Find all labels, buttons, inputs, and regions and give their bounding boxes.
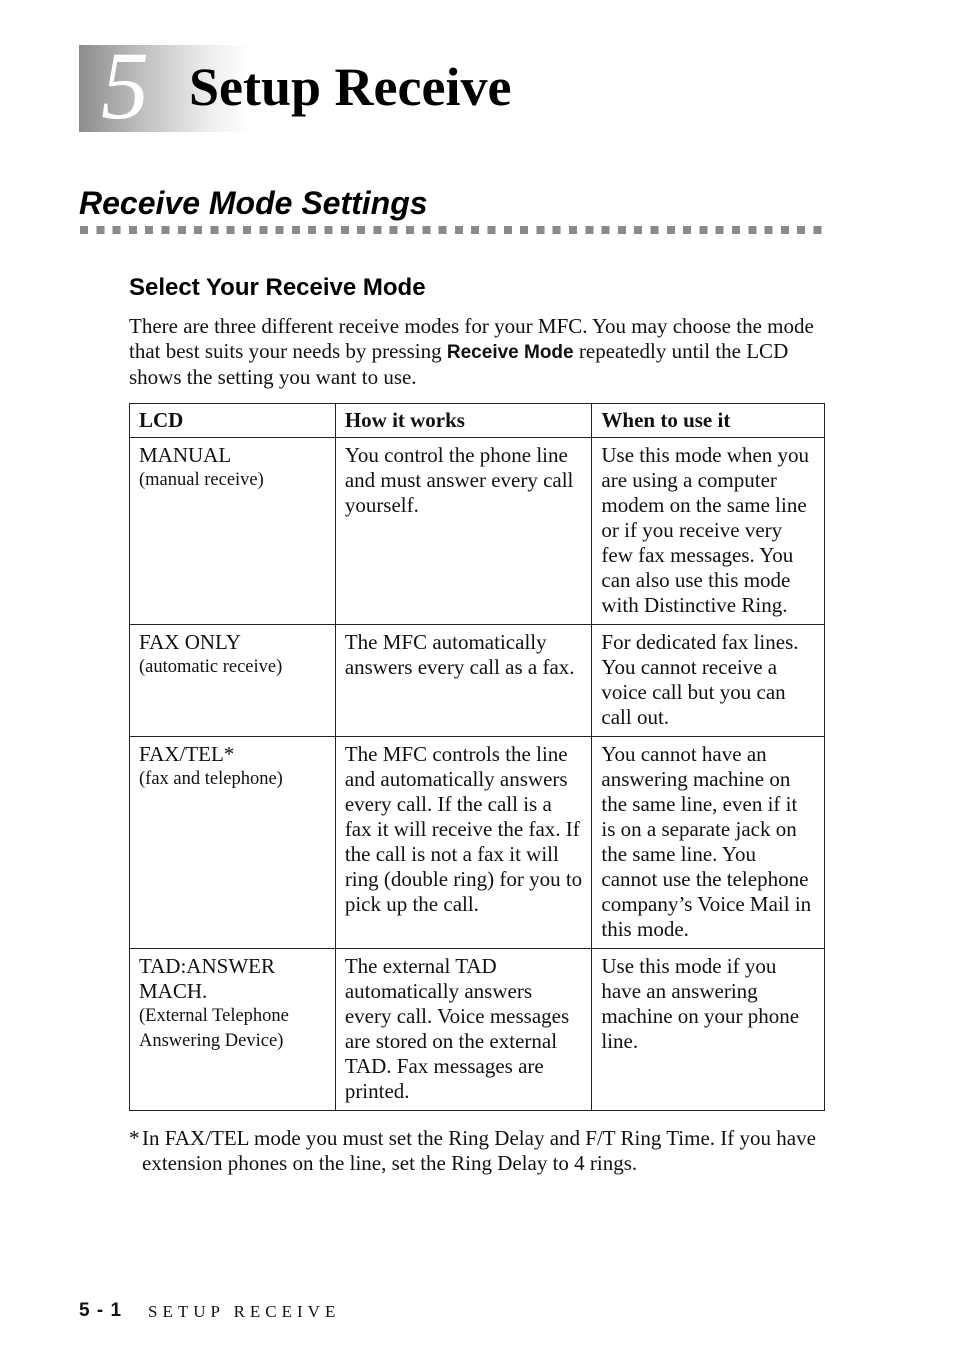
lcd-setting: FAX ONLY — [139, 630, 241, 654]
page-number: 5 - 1 — [79, 1300, 123, 1321]
intro-text-after: repeatedly until the LCD shows the setting you want to use. — [129, 339, 789, 389]
lcd-setting: MANUAL — [139, 443, 232, 467]
footnote-marker: * — [129, 1126, 140, 1150]
section-title: Receive Mode Settings — [79, 185, 428, 221]
receive-mode-table — [129, 403, 825, 1111]
header-lcd: LCD — [130, 404, 336, 438]
subsection-title: Select Your Receive Mode — [129, 274, 426, 301]
table-row — [130, 625, 825, 737]
how-cell: You control the phone line and must answer every call yourself. — [335, 438, 592, 625]
header-when-to-use: When to use it — [592, 404, 825, 438]
lcd-description: (External Telephone Answering Device) — [139, 1006, 289, 1051]
table-row — [130, 737, 825, 949]
chapter-number: 5 — [101, 32, 149, 139]
lcd-cell — [130, 949, 336, 1111]
lcd-setting: TAD:ANSWER MACH. — [139, 954, 275, 1003]
footnote-text: In FAX/TEL mode you must set the Ring Delay and F/T Ring Time. If you have extension phones on the line, set the Ring Delay to 4 rings. — [142, 1126, 816, 1175]
lcd-description: (automatic receive) — [139, 657, 283, 677]
table-row — [130, 949, 825, 1111]
receive-mode-key-label: Receive Mode — [446, 342, 574, 363]
lcd-setting: FAX/TEL* — [139, 742, 235, 766]
table-row — [130, 438, 825, 625]
when-cell: Use this mode when you are using a computer modem on the same line or if you receive very few fax messages. You can also use this mode with Distinctive Ring. — [592, 438, 825, 625]
table-header-row — [130, 404, 825, 438]
lcd-description: (manual receive) — [139, 470, 264, 490]
intro-text-before: There are three different receive modes for your MFC. You may choose the mode that best suits your needs by pressing — [129, 314, 814, 363]
how-cell: The MFC controls the line and automatically answers every call. If the call is a fax it will receive the fax. If the call is not a fax it will ring (double ring) for you to pick up the call. — [335, 737, 592, 949]
how-cell: The external TAD automatically answers every call. Voice messages are stored on the external TAD. Fax messages are printed. — [335, 949, 592, 1111]
how-cell: The MFC automatically answers every call as a fax. — [335, 625, 592, 737]
lcd-cell — [130, 438, 336, 625]
when-cell: You cannot have an answering machine on the same line, even if it is on a separate jack on the same line. You cannot use the telephone company’s Voice Mail in this mode. — [592, 737, 825, 949]
header-how-it-works: How it works — [335, 404, 592, 438]
when-cell: For dedicated fax lines. You cannot receive a voice call but you can call out. — [592, 625, 825, 737]
footnote — [129, 1126, 829, 1176]
lcd-description: (fax and telephone) — [139, 769, 283, 789]
lcd-cell — [130, 625, 336, 737]
lcd-cell — [130, 737, 336, 949]
section-divider — [80, 226, 822, 234]
chapter-title: Setup Receive — [189, 57, 512, 117]
running-footer-label: SETUP RECEIVE — [148, 1302, 341, 1321]
intro-paragraph — [129, 314, 829, 390]
when-cell: Use this mode if you have an answering machine on your phone line. — [592, 949, 825, 1111]
